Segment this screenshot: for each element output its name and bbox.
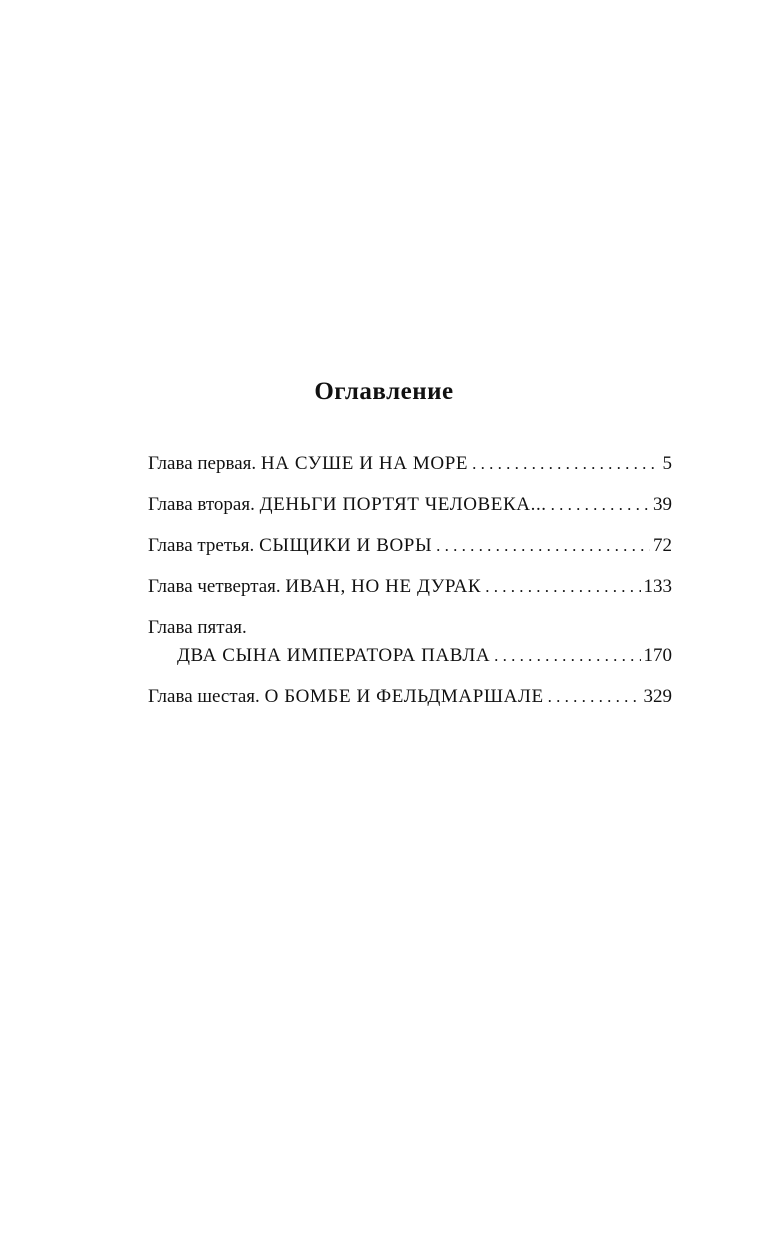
chapter-prefix: Глава вторая. [148, 494, 255, 515]
toc-entry-4[interactable] [148, 573, 672, 601]
dot-leader [548, 683, 641, 711]
chapter-name: НА СУШЕ И НА МОРЕ [260, 453, 469, 474]
toc-entry-label [148, 532, 432, 560]
chapter-name: СЫЩИКИ И ВОРЫ [259, 535, 433, 556]
page-number: 329 [643, 686, 672, 707]
toc-entry-line [148, 532, 672, 560]
page-number: 72 [653, 535, 672, 556]
chapter-prefix: Глава шестая. [148, 686, 260, 707]
toc-entry-line [148, 573, 672, 601]
toc-entry-label [148, 491, 547, 519]
toc-entry-label [148, 614, 247, 642]
chapter-name: О БОМБЕ И ФЕЛЬДМАРШАЛЕ [264, 686, 544, 707]
chapter-name: ИВАН, НО НЕ ДУРАК [285, 576, 482, 597]
chapter-name: ДВА СЫНА ИМПЕРАТОРА ПАВЛА [177, 645, 491, 666]
dot-leader [551, 491, 650, 519]
chapter-prefix: Глава пятая. [148, 617, 247, 638]
dot-leader [485, 573, 640, 601]
toc-entry-line [148, 642, 672, 670]
page-number: 170 [643, 645, 672, 666]
toc-entry-5[interactable] [148, 614, 672, 670]
toc-entry-label [148, 683, 544, 711]
toc-entry-6[interactable] [148, 683, 672, 711]
toc-list [148, 450, 672, 724]
toc-entry-label [148, 450, 468, 478]
page-number: 5 [662, 453, 672, 474]
toc-entry-2[interactable] [148, 491, 672, 519]
chapter-prefix: Глава третья. [148, 535, 255, 556]
toc-entry-line [148, 491, 672, 519]
chapter-prefix: Глава первая. [148, 453, 257, 474]
dot-leader [472, 450, 659, 478]
chapter-name: ДЕНЬГИ ПОРТЯТ ЧЕЛОВЕКА... [259, 494, 547, 515]
toc-entry-1[interactable] [148, 450, 672, 478]
dot-leader [436, 532, 650, 560]
toc-entry-line [148, 450, 672, 478]
toc-entry-3[interactable] [148, 532, 672, 560]
chapter-prefix: Глава четвертая. [148, 576, 281, 597]
toc-entry-label [148, 573, 481, 601]
toc-entry-label [177, 642, 490, 670]
toc-entry-prefix-line [148, 614, 672, 642]
page-number: 133 [643, 576, 672, 597]
toc-title: Оглавление [314, 378, 454, 405]
toc-entry-line [148, 683, 672, 711]
dot-leader [494, 642, 640, 670]
page-number: 39 [653, 494, 672, 515]
